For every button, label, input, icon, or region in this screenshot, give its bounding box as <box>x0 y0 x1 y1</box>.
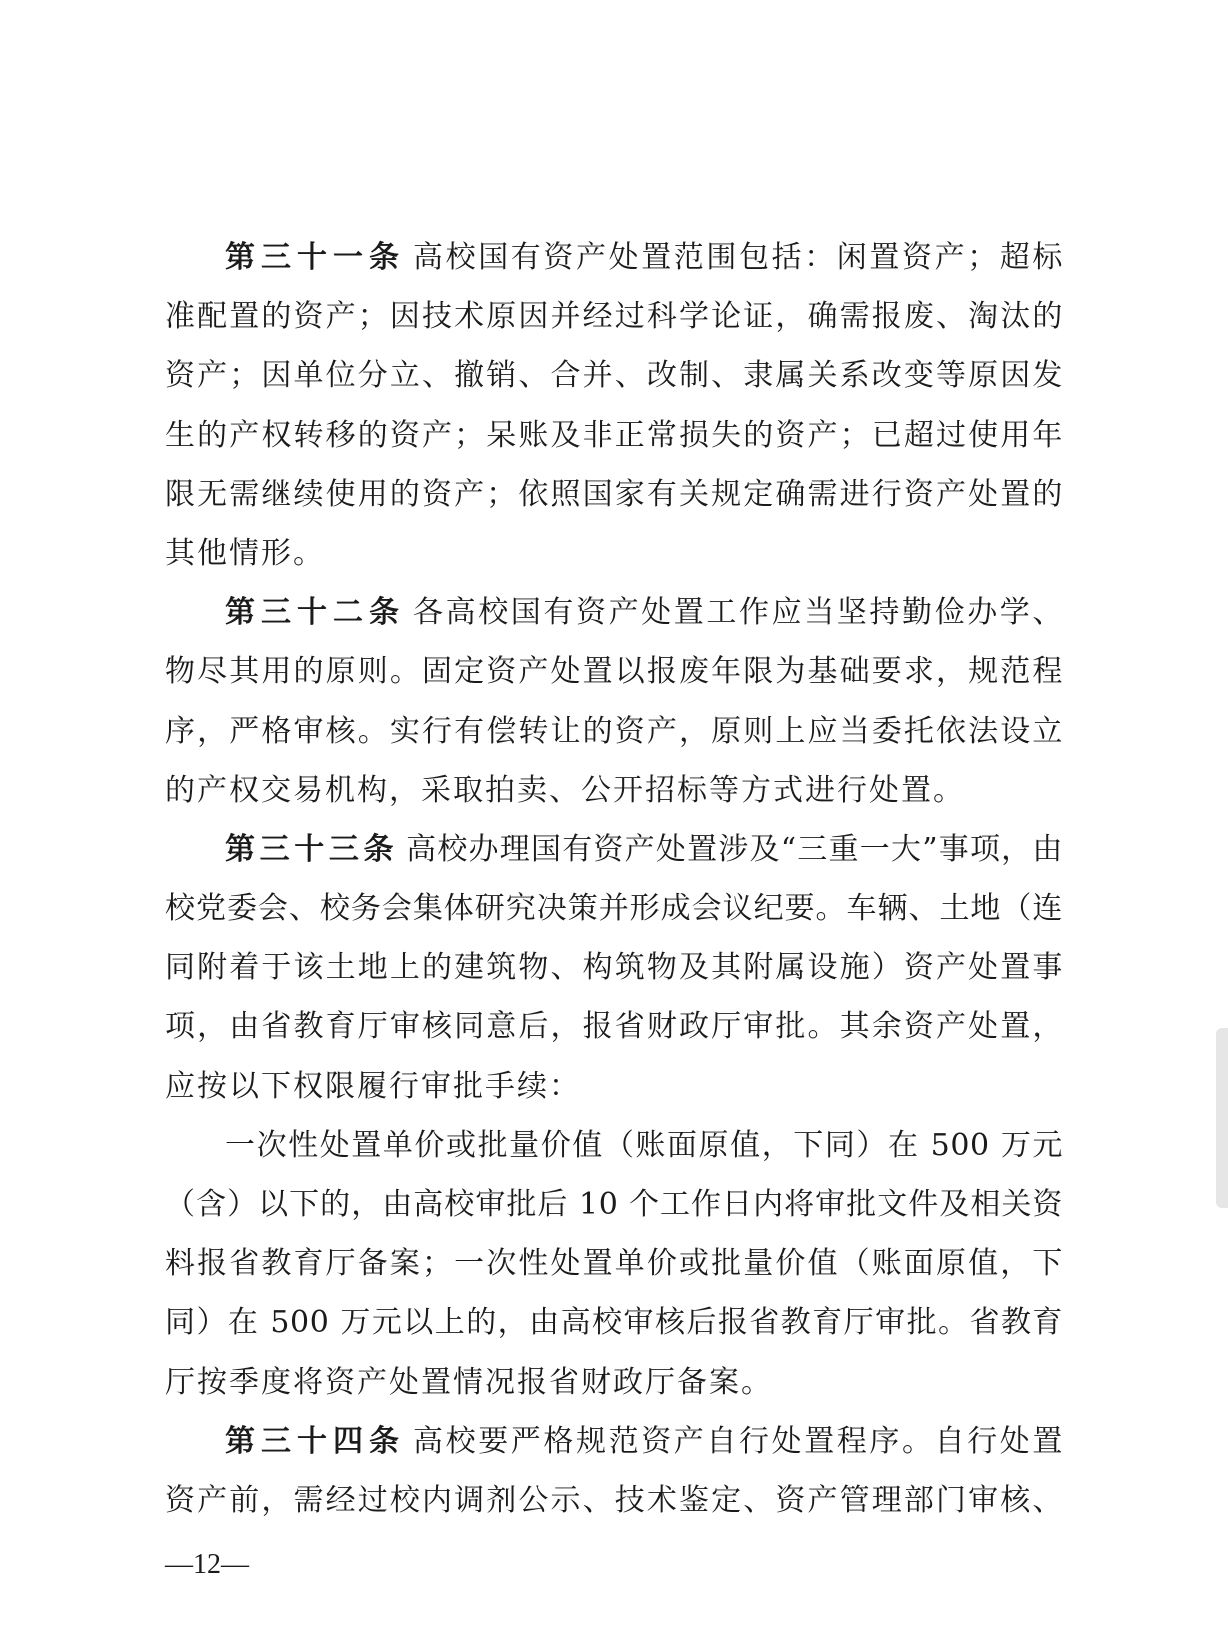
article-33-text-1: 高校办理国有资产处置涉及“三重一大”事项，由 <box>406 831 1064 867</box>
article-34 <box>165 1412 1063 1530</box>
article-33 <box>165 820 1063 1116</box>
article-31-line-3: 资产；因单位分立、撤销、合并、改制、隶属关系改变等原因发 <box>165 358 1063 394</box>
article-32 <box>165 583 1063 820</box>
article-33-line-2: 校党委会、校务会集体研究决策并形成会议纪要。车辆、土地（连 <box>165 891 1063 927</box>
approval-limits-line-2: （含）以下的，由高校审批后 10 个工作日内将审批文件及相关资 <box>165 1187 1063 1222</box>
approval-limits-line-5: 厅按季度将资产处置情况报省财政厅备案。 <box>165 1364 773 1400</box>
article-33-number: 第三十三条 <box>225 831 399 867</box>
article-31-text-1: 高校国有资产处置范围包括：闲置资产；超标 <box>413 240 1063 275</box>
approval-limits-line-3: 料报省教育厅备案；一次性处置单价或批量价值（账面原值，下 <box>165 1246 1063 1282</box>
article-33-line-4: 项，由省教育厅审核同意后，报省财政厅审批。其余资产处置， <box>165 1009 1063 1045</box>
article-32-line-2: 物尽其用的原则。固定资产处置以报废年限为基础要求，规范程 <box>165 654 1063 690</box>
scrollbar-thumb[interactable] <box>1216 1028 1228 1208</box>
article-33-approval-limits <box>165 1116 1063 1412</box>
article-32-number: 第三十二条 <box>225 595 405 631</box>
article-31-line-2: 准配置的资产；因技术原因并经过科学论证，确需报废、淘汰的 <box>165 299 1063 335</box>
article-31-line-1 <box>165 228 1063 287</box>
article-31-line-5: 限无需继续使用的资产；依照国家有关规定确需进行资产处置的 <box>165 476 1063 512</box>
article-31 <box>165 228 1063 583</box>
article-34-line-2: 资产前，需经过校内调剂公示、技术鉴定、资产管理部门审核、 <box>165 1482 1063 1518</box>
document-body <box>165 228 1063 1530</box>
article-32-line-1 <box>165 583 1063 642</box>
article-31-number: 第三十一条 <box>225 240 405 275</box>
article-31-line-6: 其他情形。 <box>165 535 325 571</box>
article-32-line-4: 的产权交易机构，采取拍卖、公开招标等方式进行处置。 <box>165 772 965 808</box>
article-34-line-1 <box>165 1412 1063 1471</box>
article-34-number: 第三十四条 <box>225 1423 405 1459</box>
article-33-line-5: 应按以下权限履行审批手续： <box>165 1068 581 1104</box>
article-32-line-3: 序，严格审核。实行有偿转让的资产，原则上应当委托依法设立 <box>165 713 1063 749</box>
article-32-text-1: 各高校国有资产处置工作应当坚持勤俭办学、 <box>413 595 1063 631</box>
article-33-line-1 <box>165 820 1063 879</box>
article-33-line-3: 同附着于该土地上的建筑物、构筑物及其附属设施）资产处置事 <box>165 950 1063 986</box>
article-34-text-1: 高校要严格规范资产自行处置程序。自行处置 <box>413 1423 1063 1459</box>
article-31-line-4: 生的产权转移的资产；呆账及非正常损失的资产；已超过使用年 <box>165 417 1063 453</box>
page-number: —12— <box>165 1549 249 1580</box>
approval-limits-line-4: 同）在 500 万元以上的，由高校审核后报省教育厅审批。省教育 <box>165 1305 1063 1341</box>
approval-limits-line-1: 一次性处置单价或批量价值（账面原值，下同）在 500 万元 <box>225 1127 1063 1163</box>
